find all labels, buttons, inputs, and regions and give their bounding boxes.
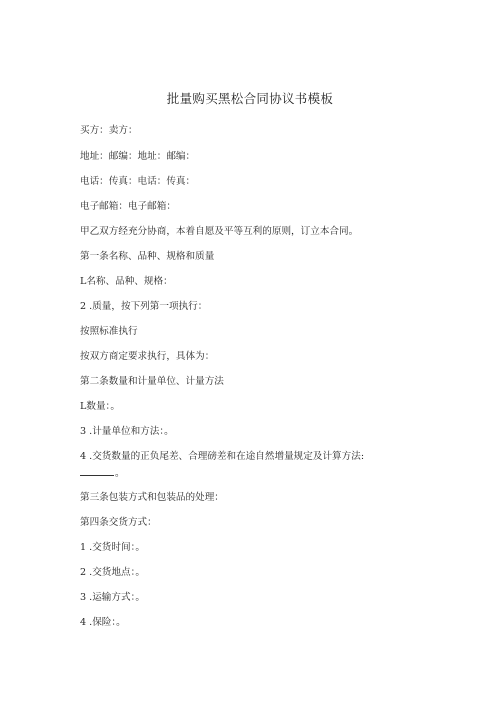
article-4-heading: 第四条交货方式： [80,517,157,528]
article-4-item-2: 2 .交货地点：。 [80,567,145,578]
article-1-heading: 第一条名称、品种、规格和质量 [80,251,215,262]
preamble-line: 甲乙双方经充分协商，本着自愿及平等互利的原则，订立本合同。 [80,226,359,237]
article-2-item-1: L数量：。 [80,401,120,412]
article-2-item-3: 3 .计量单位和方法：。 [80,426,174,437]
article-2-item-4-continuation: 。 [80,466,125,481]
article-3-heading: 第三条包装方式和包装品的处理： [80,492,224,503]
email-line: 电子邮箱：电子邮箱： [80,201,176,212]
article-1-option-a: 按照标准执行 [80,326,138,337]
article-1-option-b: 按双方商定要求执行，具体为： [80,351,215,362]
phone-fax-line: 电话：传真：电话：传真： [80,176,196,187]
article-1-item-1: L名称、品种、规格： [80,276,173,287]
article-2-heading: 第二条数量和计量单位、计量方法 [80,376,224,387]
buyer-seller-line: 买方：卖方： [80,125,138,136]
article-2-item-4: 4 .交货数量的正负尾差、合理磅差和在途自然增量规定及计算方法: [80,451,365,462]
article-4-item-3: 3 .运输方式：。 [80,592,145,603]
document-title: 批量购买黑松合同协议书模板 [166,91,334,106]
address-postcode-line: 地址：邮编：地址：邮编： [80,151,196,162]
article-4-item-1: 1 .交货时间：。 [80,542,145,553]
fill-in-blank [80,466,114,476]
article-1-item-2: 2 .质量，按下列第一项执行： [80,301,208,312]
article-4-item-4: 4 .保险：。 [80,617,126,628]
